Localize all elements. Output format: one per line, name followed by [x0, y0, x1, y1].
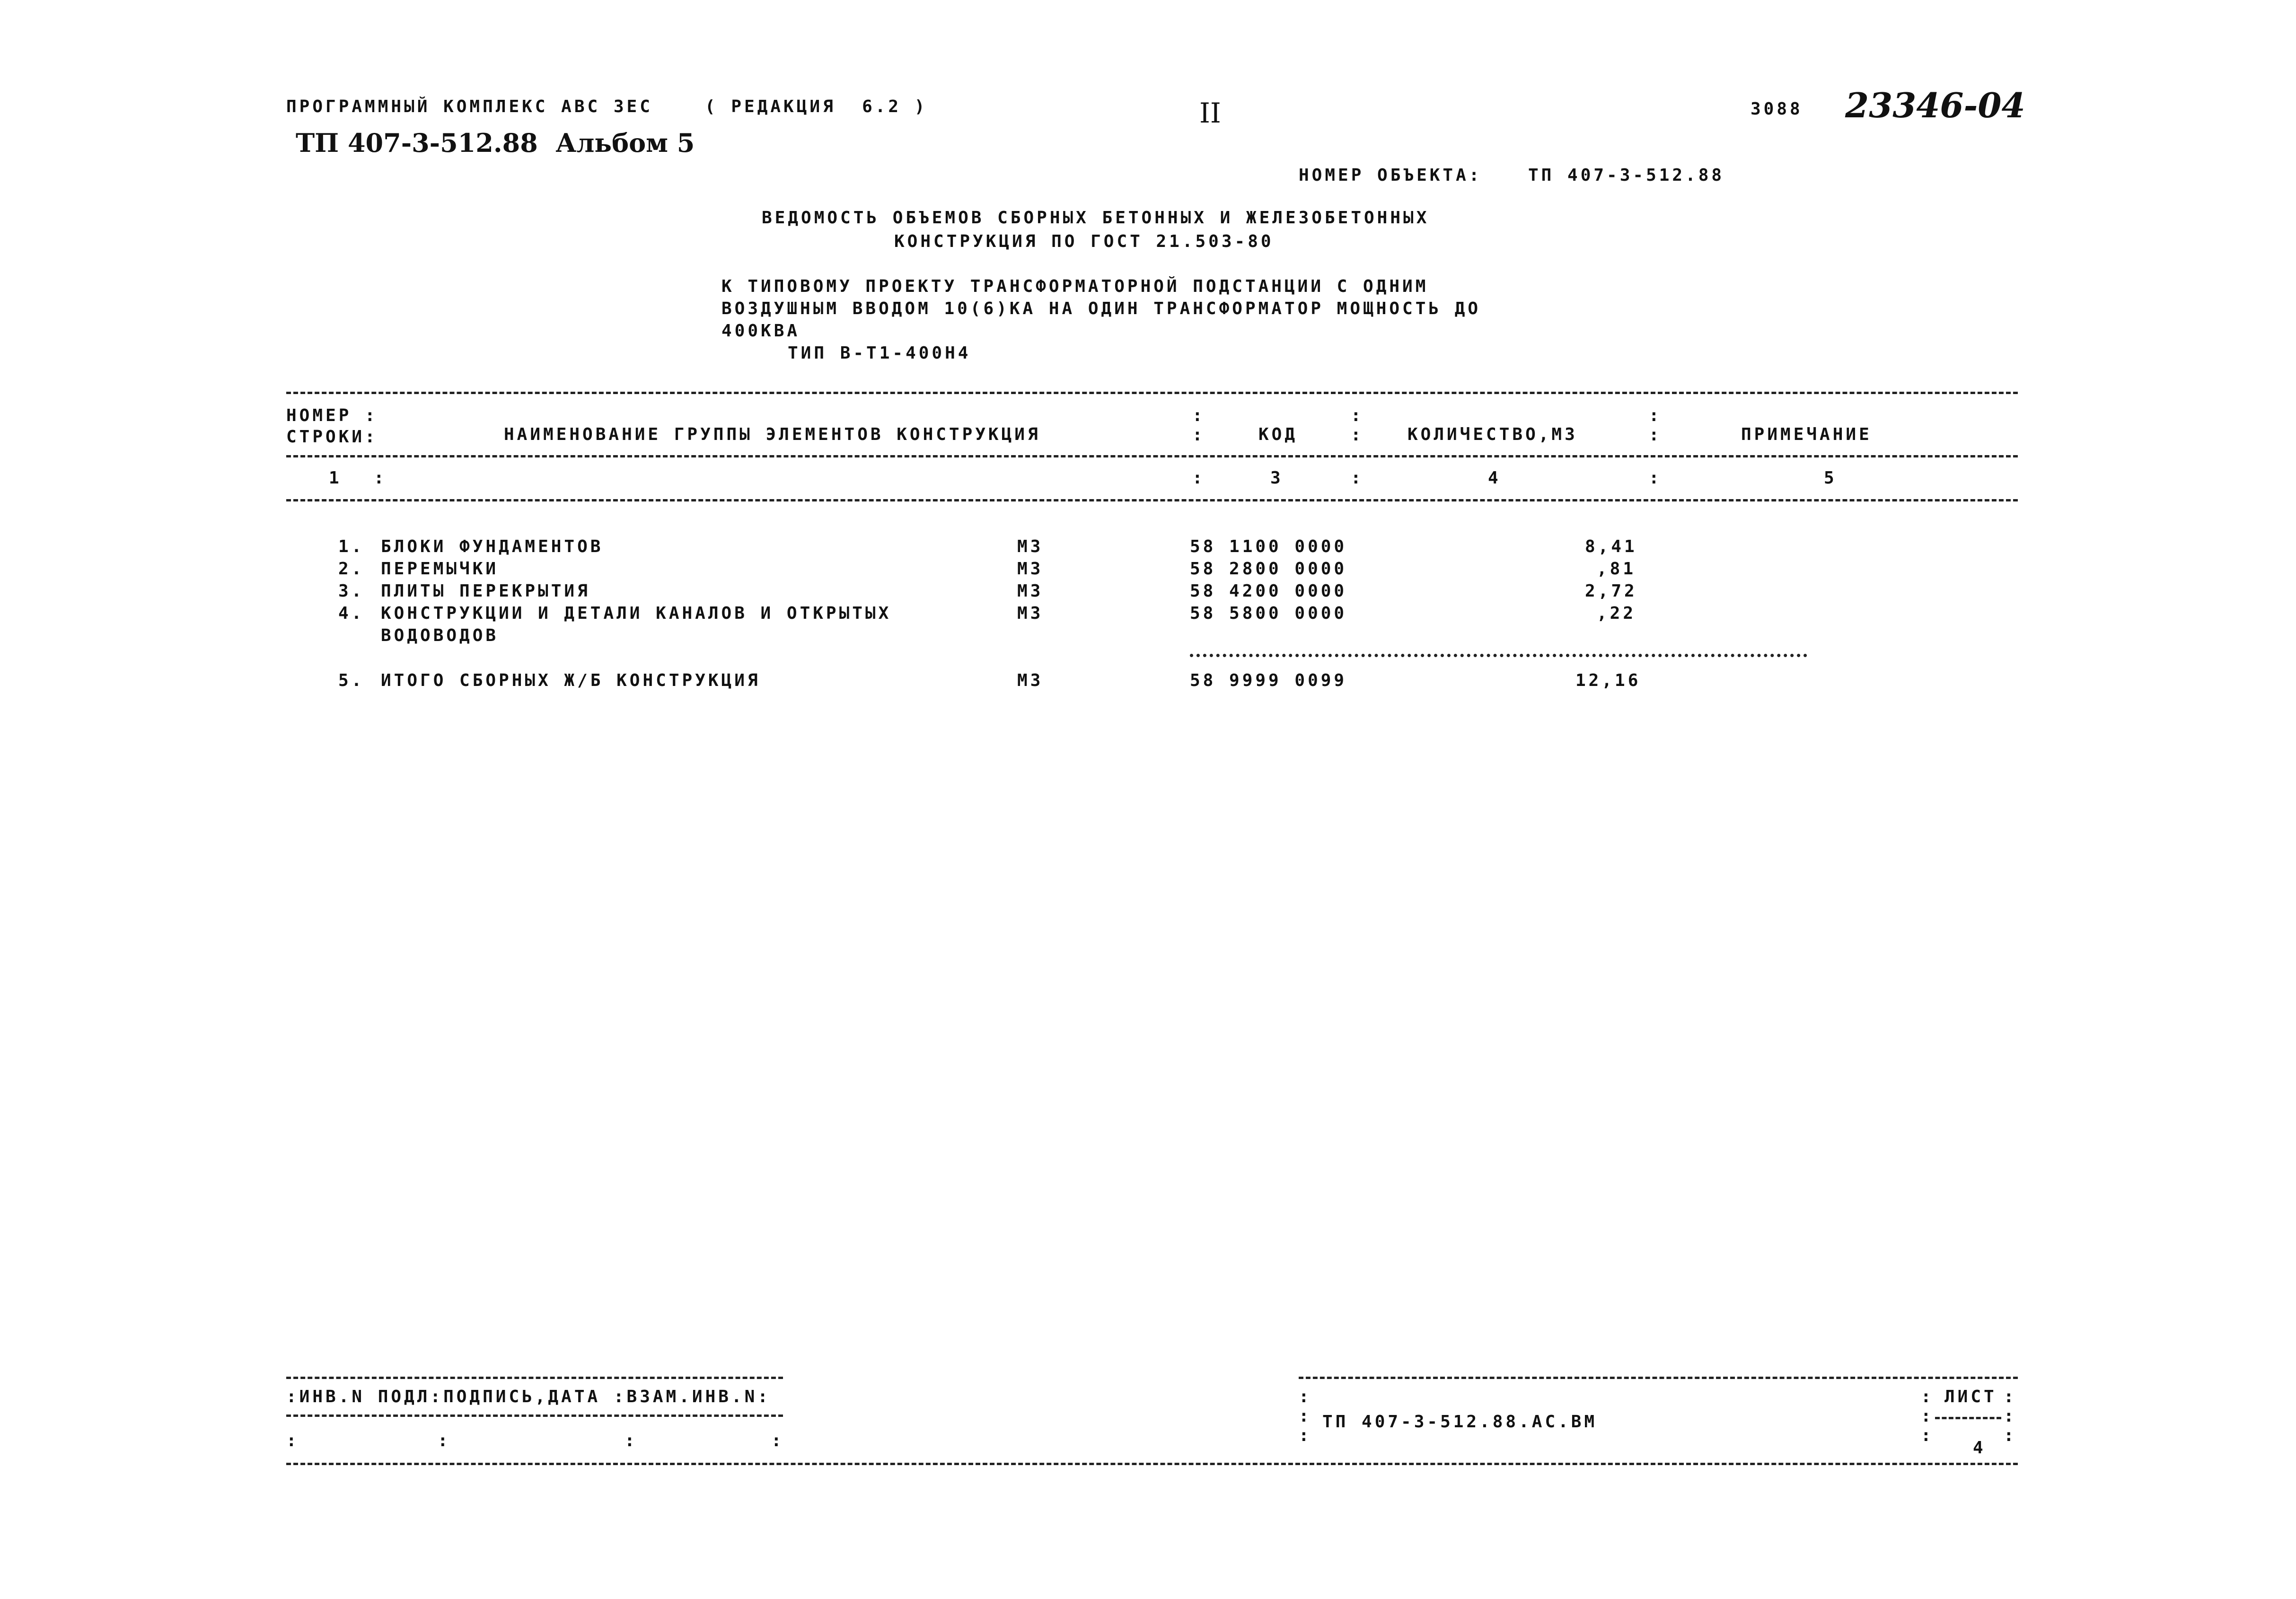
title-line-2: КОНСТРУКЦИЯ ПО ГОСТ 21.503-80	[894, 232, 1274, 251]
row-code: 58 1100 0000	[1190, 537, 1347, 556]
row-name: ПЛИТЫ ПЕРЕКРЫТИЯ	[381, 581, 590, 601]
project-line-3: 400КВА	[721, 321, 801, 341]
object-number-value: ТП 407-3-512.88	[1528, 166, 1725, 185]
stamp-mid-rule	[286, 1414, 783, 1417]
stamp-separator: :	[438, 1431, 448, 1450]
row-quantity: ,22	[1597, 604, 1636, 623]
project-line-2: ВОЗДУШНЫМ ВВОДОМ 10(6)КА НА ОДИН ТРАНСФОРМАТОР МОЩНОСТЬ ДО	[721, 299, 1481, 318]
row-number: 4.	[338, 604, 365, 623]
header-rule	[286, 455, 2018, 457]
row-quantity: ,81	[1597, 559, 1636, 579]
stamp-separator: :	[625, 1431, 635, 1450]
total-name: ИТОГО СБОРНЫХ Ж/Б КОНСТРУКЦИЯ	[381, 671, 761, 690]
row-name: КОНСТРУКЦИИ И ДЕТАЛИ КАНАЛОВ И ОТКРЫТЫХ	[381, 604, 892, 623]
document-code: ТП 407-3-512.88.АС.ВМ	[1322, 1412, 1598, 1432]
footer-bottom-rule	[286, 1463, 2018, 1465]
header-quantity: КОЛИЧЕСТВО,М3	[1408, 425, 1578, 444]
sheet-number: 4	[1973, 1438, 1986, 1458]
project-line-4: ТИП В-Т1-400Н4	[788, 343, 971, 363]
row-code: 58 5800 0000	[1190, 604, 1347, 623]
table-top-rule	[286, 392, 2018, 394]
row-number: 2.	[338, 559, 365, 579]
edition-label: ( РЕДАКЦИЯ 6.2 )	[705, 97, 928, 116]
column-number-4: 4	[1488, 468, 1501, 488]
handwritten-number: 23346-04	[1845, 85, 2025, 125]
stamp-header: :ИНВ.N ПОДЛ:ПОДПИСЬ,ДАТА :ВЗАМ.ИНВ.N:	[286, 1387, 771, 1406]
total-number: 5.	[338, 671, 365, 690]
project-line-1: К ТИПОВОМУ ПРОЕКТУ ТРАНСФОРМАТОРНОЙ ПОДСТАНЦИИ С ОДНИМ	[721, 277, 1429, 296]
row-quantity: 8,41	[1585, 537, 1637, 556]
total-quantity: 12,16	[1575, 671, 1641, 690]
row-code: 58 2800 0000	[1190, 559, 1347, 579]
roman-numeral: II	[1199, 97, 1221, 129]
body-top-rule	[286, 499, 2018, 501]
sheet-separator: : : :	[2004, 1387, 2014, 1445]
document-reference: ТП 407-3-512.88 Альбом 5	[296, 128, 695, 158]
column-number-1: 1	[329, 468, 342, 488]
row-number: 3.	[338, 581, 365, 601]
object-number-label: НОМЕР ОБЪЕКТА:	[1299, 166, 1482, 185]
header-row-number-2: СТРОКИ:	[286, 427, 378, 447]
column-separator: :	[1192, 468, 1203, 488]
stamp-separator: :	[286, 1431, 297, 1450]
total-code: 58 9999 0099	[1190, 671, 1347, 690]
total-unit: М3	[1017, 671, 1044, 690]
column-separator: :	[1351, 468, 1361, 488]
header-code: КОД	[1258, 425, 1298, 444]
header-name: НАИМЕНОВАНИЕ ГРУППЫ ЭЛЕМЕНТОВ КОНСТРУКЦИЯ	[504, 425, 1041, 444]
title-block-separator: : : :	[1299, 1387, 1309, 1445]
row-unit: М3	[1017, 581, 1044, 601]
row-unit: М3	[1017, 559, 1044, 579]
sheet-label: ЛИСТ	[1944, 1387, 1997, 1406]
sheet-separator: : : :	[1921, 1387, 1931, 1445]
program-name: ПРОГРАММНЫЙ КОМПЛЕКС АВС ЗЕС	[286, 97, 653, 116]
title-line-1: ВЕДОМОСТЬ ОБЪЕМОВ СБОРНЫХ БЕТОННЫХ И ЖЕЛЕЗОБЕТОННЫХ	[762, 208, 1430, 228]
title-block-top-rule	[1299, 1377, 2018, 1379]
sheet-rule	[1935, 1417, 2001, 1419]
column-number-3: 3	[1270, 468, 1284, 488]
row-name-continuation: ВОДОВОДОВ	[381, 626, 499, 645]
row-name: БЛОКИ ФУНДАМЕНТОВ	[381, 537, 604, 556]
row-number: 1.	[338, 537, 365, 556]
total-separator-rule	[1190, 654, 1807, 657]
column-separator: :	[374, 468, 384, 488]
column-separator: : :	[1192, 406, 1203, 445]
stamp-separator: :	[771, 1431, 782, 1450]
column-number-5: 5	[1824, 468, 1837, 488]
column-separator: : :	[1351, 406, 1361, 445]
archive-code: 3088	[1751, 99, 1803, 119]
row-name: ПЕРЕМЫЧКИ	[381, 559, 499, 579]
row-quantity: 2,72	[1585, 581, 1637, 601]
header-row-number-1: НОМЕР :	[286, 406, 378, 425]
row-code: 58 4200 0000	[1190, 581, 1347, 601]
header-note: ПРИМЕЧАНИЕ	[1741, 425, 1872, 444]
column-separator: :	[1649, 468, 1659, 488]
stamp-top-rule	[286, 1377, 783, 1379]
row-unit: М3	[1017, 537, 1044, 556]
column-separator: : :	[1649, 406, 1659, 445]
row-unit: М3	[1017, 604, 1044, 623]
